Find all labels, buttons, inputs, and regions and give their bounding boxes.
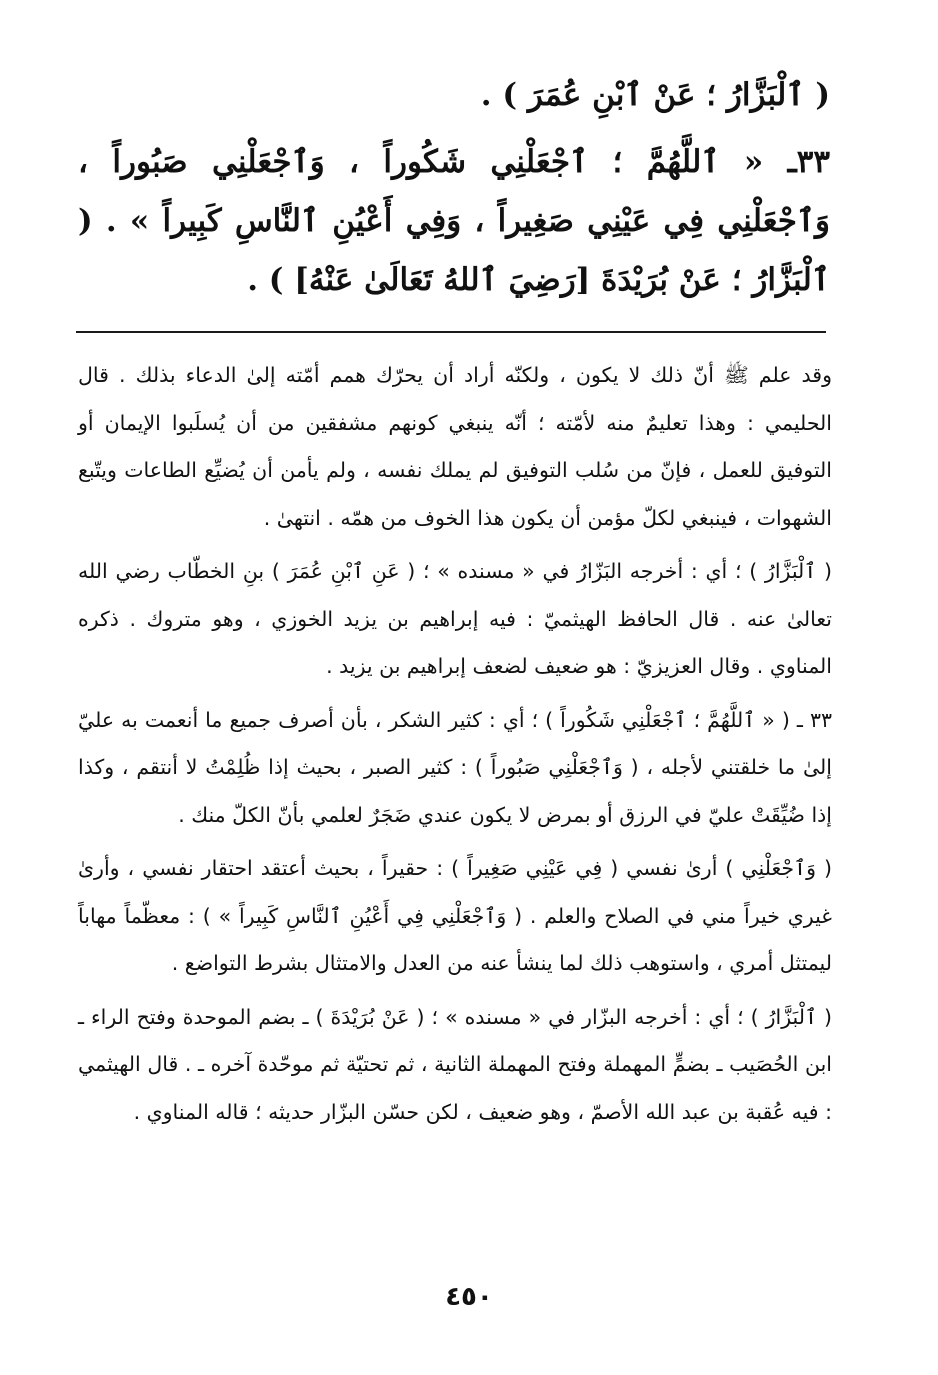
commentary-paragraph: ( وَٱجْعَلْنِي ) أرىٰ نفسي ( فِي عَيْنِي صَغِيراً ) : حقيراً ، بحيث أعتقد احتقار نفسي ، وأرىٰ غيري خيراً مني في الصلاح والعلم . ( وَٱجْعَلْنِي فِي أَعْيُنِ ٱلنَّاسِ كَبِيراً » ) : معظّماً مهاباً ليمتثل أمري ، واستوهب ذلك لما ينشأ عنه من العدل والامتثال بشرط التواضع . <box>78 856 832 975</box>
hadith-33 <box>78 133 830 310</box>
commentary-paragraph: ( ٱلْبَزَّارُ ) ؛ أي : أخرجه البَزّارُ في « مسنده » ؛ ( عَنِ ٱبْنِ عُمَرَ ) بنِ الخطّاب رضي الله تعالىٰ عنه . قال الحافظ الهيثميّ : فيه إبراهيم بن يزيد الخوزي ، وهو متروك . ذكره المناوي . وقال العزيزيّ : هو ضعيف لضعف إبراهيم بن يزيد . <box>78 559 832 678</box>
commentary <box>78 352 832 1142</box>
footnote-divider <box>76 331 826 333</box>
commentary-paragraph: ٣٣ ـ ( « ٱللَّهُمَّ ؛ ٱجْعَلْنِي شَكُوراً ) ؛ أي : كثير الشكر ، بأن أصرف جميع ما أنعمت به عليّ إلىٰ ما خلقتني لأجله ، ( وَٱجْعَلْنِي صَبُوراً ) : كثير الصبر ، بحيث إذا ظُلِمْتُ لا أنتقم ، وكذا إذا ضُيِّقَتْ عليّ في الرزق أو بمرض لا يكون عندي ضَجَرٌ لعلمي بأنّ الكلّ منك . <box>78 707 832 827</box>
page-number: ٤٥٠ <box>445 1282 493 1312</box>
hadith-33-text: ٣٣ـ « ٱللَّهُمَّ ؛ ٱجْعَلْنِي شَكُوراً ، وَٱجْعَلْنِي صَبُوراً ، وَٱجْعَلْنِي فِي عَيْنِي صَغِيراً ، وَفِي أَعْيُنِ ٱلنَّاسِ كَبِيراً » . ( ٱلْبَزَّارُ ؛ عَنْ بُرَيْدَةَ [رَضِيَ ٱللهُ تَعَالَىٰ عَنْهُ] ) . <box>78 144 830 298</box>
hadith-previous-text: ( ٱلْبَزَّارُ ؛ عَنْ ٱبْنِ عُمَرَ ) . <box>480 77 830 113</box>
hadith-previous-attribution <box>78 66 830 124</box>
commentary-paragraph: وقد علم ﷺ أنّ ذلك لا يكون ، ولكنّه أراد أن يحرّك همم أمّته إلىٰ الدعاء بذلك . قال الحليمي : وهذا تعليمٌ منه لأمّته ؛ أنّه ينبغي كونهم مشفقين من أن يُسلَبوا الإيمان أو التوفيق للعمل ، فإنّ من سُلب التوفيق لم يملك نفسه ، ولم يأمن أن يُضيِّع الطاعات ويتّبع الشهوات ، فينبغي لكلّ مؤمن أن يكون هذا الخوف من همّه . انتهىٰ . <box>78 363 832 530</box>
commentary-paragraph: ( ٱلْبَزَّارُ ) ؛ أي : أخرجه البزّار في « مسنده » ؛ ( عَنْ بُرَيْدَةَ ) ـ بضم الموحدة وفتح الراء ـ ابن الحُصَيب ـ بضمٍّ المهملة وفتح المهملة الثانية ، ثم تحتيّة ثم موحّدة آخره ـ . قال الهيثمي : فيه عُقبة بن عبد الله الأصمّ ، وهو ضعيف ، لكن حسّن البزّار حديثه ؛ قاله المناوي . <box>78 1004 832 1124</box>
